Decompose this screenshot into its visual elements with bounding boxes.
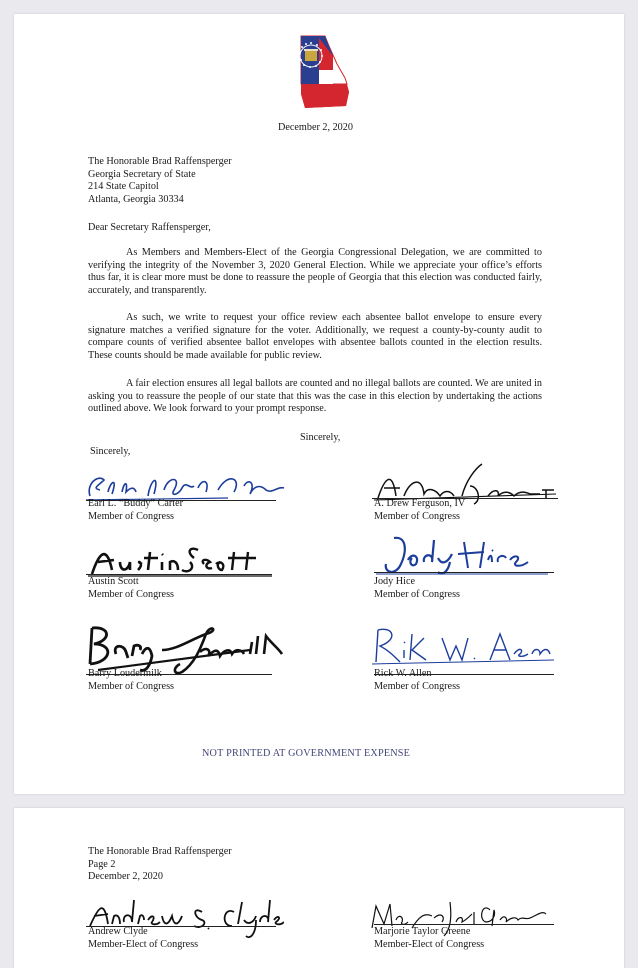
- signature-line: [374, 572, 554, 573]
- closing-center: Sincerely,: [300, 432, 341, 443]
- signer-name: A. Drew Ferguson, IV: [374, 498, 466, 509]
- signer-title: Member-Elect of Congress: [374, 938, 485, 950]
- signer-title: Member of Congress: [88, 680, 175, 692]
- signer-block-greene: [374, 926, 484, 951]
- signer-name: Jody Hice: [374, 576, 416, 587]
- signer-title: Member of Congress: [374, 680, 461, 692]
- signer-name: Andrew Clyde: [88, 926, 148, 937]
- signer-block-carter: [88, 498, 183, 523]
- address-line: Atlanta, Georgia 30334: [88, 193, 184, 205]
- paragraph-text: A fair election ensures all legal ballots are counted and no illegal ballots are counted. We are united in asking you to reassure the people of our state that this was the case in this election by undertaking the actions outlined above. We look forward to your prompt response.: [88, 378, 542, 415]
- signature-allen: [364, 620, 564, 670]
- address-line: Georgia Secretary of State: [88, 168, 196, 180]
- body-paragraph-2: [88, 312, 542, 362]
- page2-header: [88, 846, 232, 884]
- body-paragraph-1: [88, 247, 542, 297]
- address-line: 214 State Capitol: [88, 181, 159, 192]
- signer-block-scott: [88, 576, 174, 601]
- signer-block-hice: [374, 576, 460, 601]
- georgia-state-logo-icon: [289, 34, 359, 114]
- letter-page-2: [14, 808, 624, 968]
- signer-block-allen: [374, 668, 460, 693]
- signer-name: Austin Scott: [88, 576, 139, 587]
- signer-name: Earl L. “Buddy” Carter: [88, 498, 184, 509]
- salutation: Dear Secretary Raffensperger,: [88, 222, 211, 233]
- signer-title: Member of Congress: [374, 510, 461, 522]
- header-line: December 2, 2020: [88, 871, 163, 882]
- signer-block-clyde: [88, 926, 198, 951]
- signer-title: Member of Congress: [374, 588, 461, 600]
- signature-line: [374, 924, 554, 925]
- signer-name: Rick W. Allen: [374, 668, 432, 679]
- body-paragraph-3: [88, 378, 542, 416]
- paragraph-text: As Members and Members-Elect of the Georgia Congressional Delegation, we are committed to verifying the integrity of the November 3, 2020 General Election. While we appreciate your office’s efforts thus far, it is clear more must be done to reassure the people of Georgia that this election was conducted fairly, accurately, and transparently.: [88, 247, 542, 296]
- letter-page-1: [14, 14, 624, 794]
- signature-line: [86, 574, 272, 575]
- address-line: The Honorable Brad Raffensperger: [88, 156, 232, 167]
- signer-block-loudermilk: [88, 668, 174, 693]
- signer-block-ferguson: [374, 498, 465, 523]
- paragraph-text: As such, we write to request your office review each absentee ballot envelope to ensure every signature matches a verified signature for the voter. Additionally, we request a county-by-county audit to compare counts of verified absentee ballot envelopes with absentee ballots counted in the election results. These counts should be made available for public review.: [88, 312, 542, 361]
- signer-name: Barry Loudermilk: [88, 668, 162, 679]
- closing-left: Sincerely,: [90, 446, 131, 457]
- recipient-address: [88, 156, 232, 206]
- letter-date: December 2, 2020: [278, 122, 353, 133]
- header-line: Page 2: [88, 858, 116, 870]
- footer-disclaimer: NOT PRINTED AT GOVERNMENT EXPENSE: [202, 748, 411, 759]
- signer-title: Member of Congress: [88, 510, 175, 522]
- signer-title: Member-Elect of Congress: [88, 938, 199, 950]
- signer-title: Member of Congress: [88, 588, 175, 600]
- signer-name: Marjorie Taylor Greene: [374, 926, 471, 937]
- header-line: The Honorable Brad Raffensperger: [88, 846, 232, 857]
